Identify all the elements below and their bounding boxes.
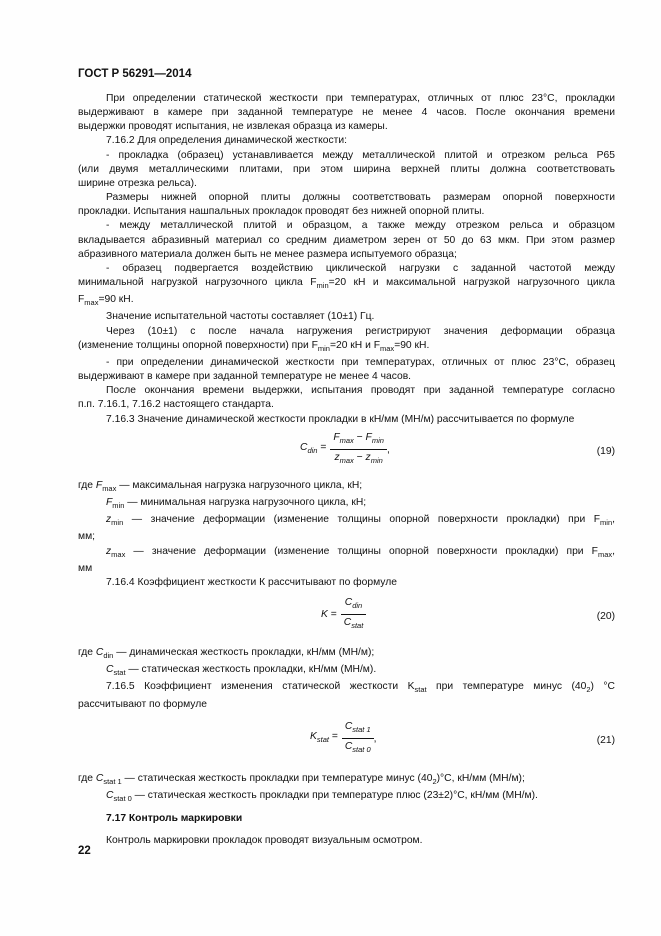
paragraph-line: $F_{max}=90$ кН. <box>78 294 134 308</box>
legend-item: $F_{min}$ — минимальная нагрузка нагрузочного цикла, кН; <box>106 496 367 510</box>
paragraph-line: - при определении динамической жесткости при температурах, отличных от плюс 23°С, образец <box>106 356 615 368</box>
paragraph-line: выдерживают в камере при заданной температуре не менее 4 часов. <box>78 371 412 383</box>
formula-20-expression: K = $\frac{C_{din}}{C_{stat}}$ <box>321 596 366 633</box>
formula-21-expression: $K_{stat}$ = $\frac{C_{stat 1}}{C_{stat 0}}$ , <box>310 720 377 755</box>
paragraph-line: После окончания времени выдержки, испытания проводят при заданной температуре согласно <box>106 385 615 397</box>
clause-7-16-4: 7.16.4 Коэффициент жесткости К рассчитывают по формуле <box>106 576 397 588</box>
legend-item: где $C_{stat 1}$ — статическая жесткость прокладки при температуре минус $(40_2)^\circ С$, кН/мм (МН/м); <box>78 772 525 786</box>
legend-item: $C_{stat}$ — статическая жесткость прокладки, кН/мм (МН/м). <box>106 664 377 678</box>
clause-7-16-3: 7.16.3 Значение динамической жесткости прокладки в кН/мм (МН/м) рассчитывается по формуле <box>106 413 575 425</box>
formula-19-number: (19) <box>596 445 615 457</box>
paragraph-line: ширине отрезка рельса). <box>78 177 197 189</box>
paragraph-line: Через (10±1) с после начала нагружения регистрируют значения деформации образца <box>106 325 615 337</box>
page-number: 22 <box>78 845 91 857</box>
paragraph-line: - образец подвергается воздействию циклической нагрузки с заданной частотой между <box>106 262 615 274</box>
paragraph-line: (или двумя металлическими плитами, при этом ширина верхней плиты должна соответствовать <box>78 163 615 175</box>
paragraph-line: абразивного материала должен быть не менее размера испытуемого образца; <box>78 248 457 260</box>
formula-20-number: (20) <box>596 611 615 623</box>
formula-19-expression: $C_{din}$ = $\frac{F_{max} - F_{min}}{z_{max} - z_{min}}$ , <box>300 431 390 465</box>
legend-item: $z_{min}$ — значение деформации (изменение толщины опорной поверхности прокладки) при $F_{min}$, <box>106 514 615 528</box>
formula-21 <box>78 720 615 766</box>
paragraph-line: рассчитывают по формуле <box>78 698 207 710</box>
paragraph-line: прокладки. Испытания нашпальных прокладок проводят без нижней опорной плиты. <box>78 206 485 218</box>
formula-21-number: (21) <box>596 734 615 746</box>
paragraph-line: п.п. 7.16.1, 7.16.2 настоящего стандарта. <box>78 399 274 411</box>
formula-19 <box>78 431 615 473</box>
section-heading-7-17: 7.17 Контроль маркировки <box>106 813 243 825</box>
clause-7-16-5: 7.16.5 Коэффициент изменения статической жесткости $K_{stat}$ при температуре минус $(40_2)$ °С <box>106 681 615 695</box>
paragraph-line: (изменение толщины опорной поверхности) при $F_{min}=20$ кН и $F_{max}=90$ кН. <box>78 339 430 353</box>
formula-20 <box>78 596 615 640</box>
running-header: ГОСТ Р 56291—2014 <box>78 68 192 80</box>
paragraph-line: Контроль маркировки прокладок проводят визуальным осмотром. <box>106 835 423 847</box>
paragraph-line: минимальной нагрузкой нагрузочного цикла $F_{min}=20$ кН и максимальной нагрузкой нагрузочного цикла <box>78 277 615 291</box>
page-body <box>78 92 615 849</box>
legend-item: $z_{max}$ — значение деформации (изменение толщины опорной поверхности прокладки) при $F_{max}$, <box>106 545 615 559</box>
legend-item: $C_{stat 0}$ — статическая жесткость прокладки при температуре плюс (23±2)°С, кН/мм (МН/м). <box>106 789 538 804</box>
paragraph-line: выдержки проводят испытания, не извлекая образца из камеры. <box>78 121 388 133</box>
paragraph-line: - между металлической плитой и образцом, а также между отрезком рельса и образцом <box>106 220 615 232</box>
clause-7-16-2: 7.16.2 Для определения динамической жесткости: <box>106 135 347 147</box>
legend-item-cont: мм <box>78 562 93 574</box>
paragraph-line: Размеры нижней опорной плиты должны соответствовать размерам опорной поверхности <box>106 192 615 204</box>
paragraph-line: При определении статической жесткости при температурах, отличных от плюс 23°С, прокладки <box>106 93 615 104</box>
legend-item: где $C_{din}$ — динамическая жесткость прокладки, кН/мм (МН/м); <box>78 647 375 661</box>
legend-item-cont: мм; <box>78 531 96 543</box>
legend-item: где $F_{max}$ — максимальная нагрузка нагрузочного цикла, кН; <box>78 479 363 493</box>
paragraph-line: вкладывается абразивный материал со средним диаметром зерен от 50 до 63 мкм. При этом размер <box>78 234 615 246</box>
paragraph-line: Значение испытательной частоты составляет (10±1) Гц. <box>106 311 375 323</box>
paragraph-line: - прокладка (образец) устанавливается между металлической плитой и отрезком рельса Р65 <box>106 149 615 161</box>
paragraph-line: выдерживают в камере при заданной температуре не менее 4 часов. После окончания времени <box>78 107 615 119</box>
